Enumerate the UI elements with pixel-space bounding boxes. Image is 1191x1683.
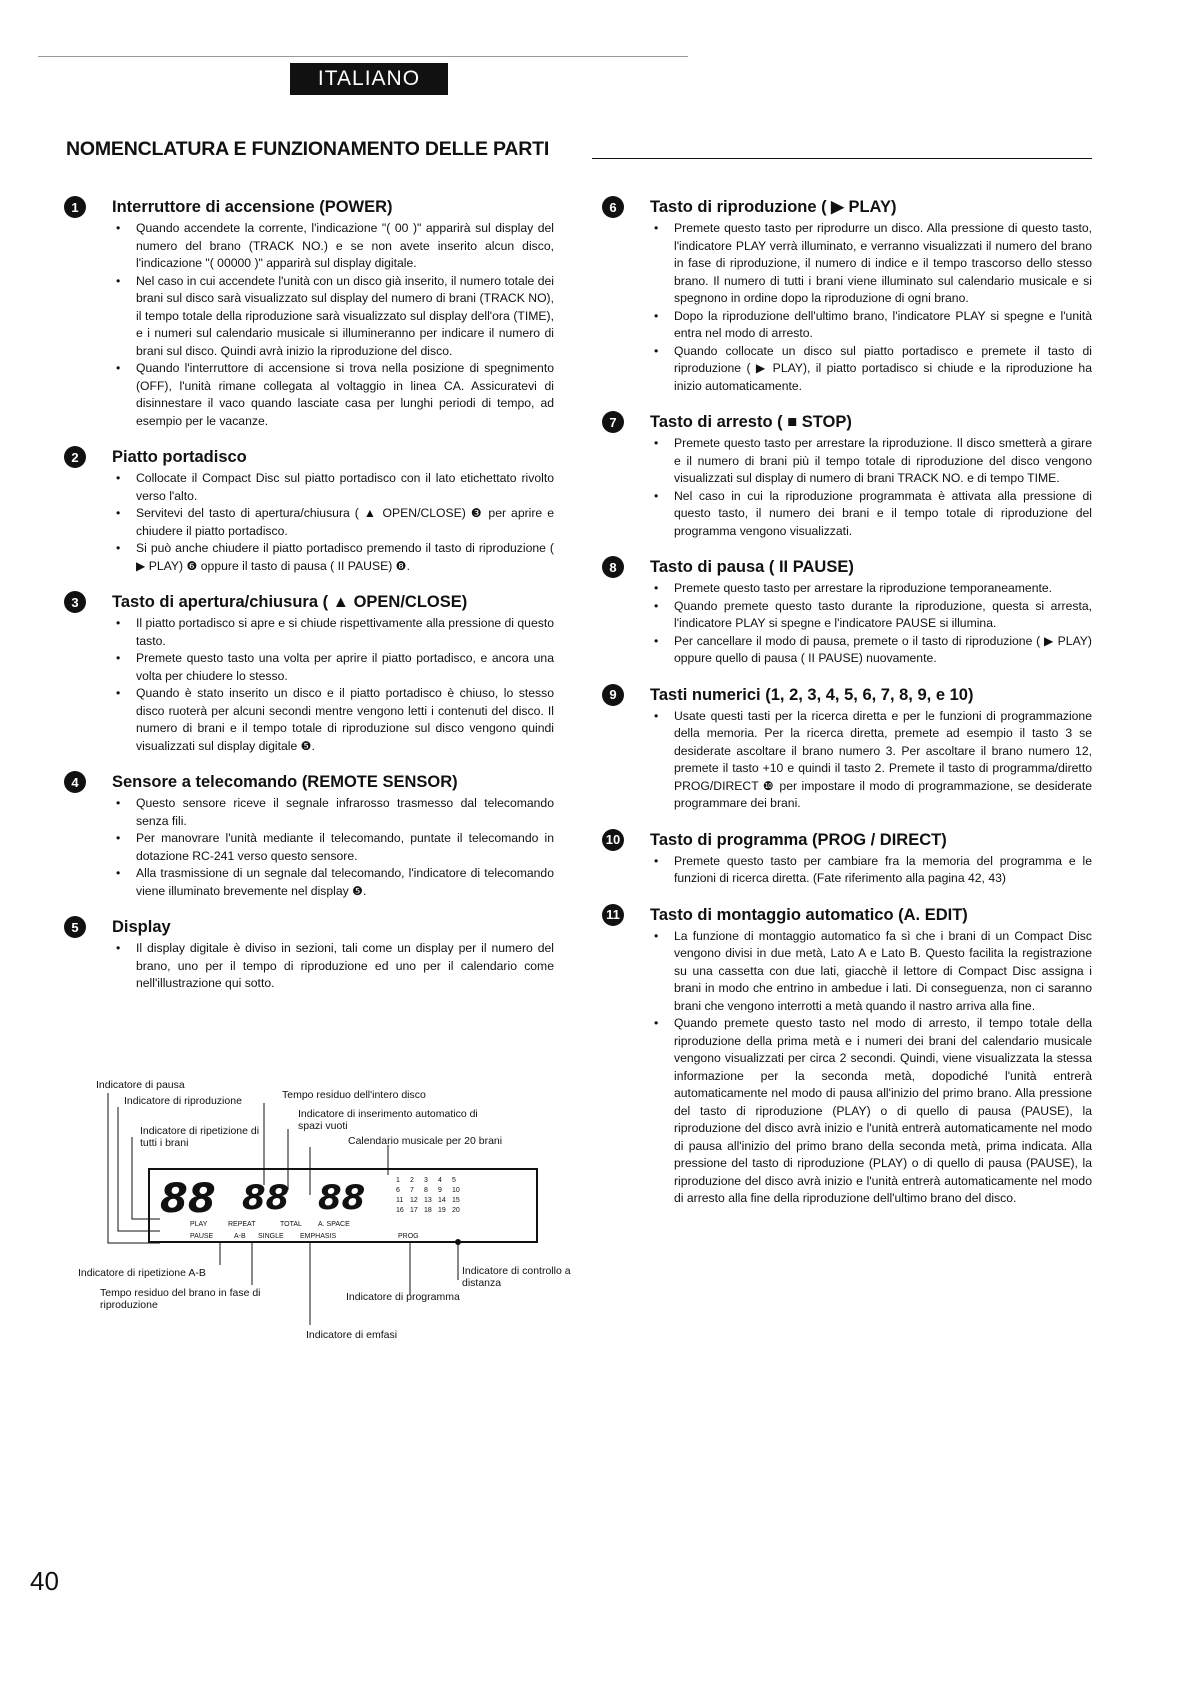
label-repeat-ab: Indicatore di ripetizione A-B [78,1267,206,1279]
section-list [112,470,554,575]
label-track-remaining: Tempo residuo del brano in fase di riproduzione [100,1287,261,1311]
lcd-label-emphasis: EMPHASIS [300,1233,337,1240]
lcd-min-digits: 88 [242,1178,290,1218]
label-remote-indicator: Indicatore di controllo a distanza [462,1265,571,1289]
calendar-number: 12 [410,1197,418,1204]
label-emphasis-indicator: Indicatore di emfasi [306,1329,398,1341]
left-column [64,196,554,1009]
section-list [112,615,554,755]
calendar-number: 4 [438,1177,442,1184]
language-tab: ITALIANO [290,63,448,95]
section-title: Display [112,918,171,936]
lcd-label-repeat: REPEAT [228,1221,256,1228]
lcd-track-digits: 88 [160,1176,216,1222]
section-6 [602,196,1092,395]
calendar-number: 5 [452,1177,456,1184]
section-list [112,795,554,900]
section-list [112,220,554,430]
calendar-number: 13 [424,1197,432,1204]
section-number-badge: 4 [64,771,86,793]
calendar-number: 20 [452,1207,460,1214]
section-title: Interruttore di accensione (POWER) [112,198,393,216]
list-item: • Alla trasmissione di un segnale dal telecomando, l'indicatore di telecomando viene illuminato brevemente nel display ❺. [136,865,554,900]
calendar-number: 9 [438,1187,442,1194]
section-title: Tasto di programma (PROG / DIRECT) [650,830,947,849]
list-item: • Premete questo tasto per arrestare la riproduzione temporaneamente. [674,580,1092,598]
label-music-calendar: Calendario musicale per 20 brani [348,1135,503,1147]
list-item: • Quando è stato inserito un disco e il piatto portadisco è chiuso, lo stesso disco ruoterà per alcuni secondi mentre vengono letti i contenuti del disco. Il numero di brani e il tempo totale di riproduzione sul disco vengono quindi visualizzati sul display digitale ❺. [136,685,554,755]
section-11 [602,904,1092,1208]
section-title: Tasto di montaggio automatico (A. EDIT) [650,905,968,924]
section-10 [602,829,1092,888]
list-item: • Quando accendete la corrente, l'indicazione "( 00 )" apparirà sul display del numero del brano (TRACK NO.) e se non avete inserito alcun disco, l'indicazione "( 00000 )" apparirà sul display digitale. [136,220,554,273]
calendar-number: 17 [410,1207,418,1214]
section-1 [64,196,554,430]
section-list [650,708,1092,813]
section-list [650,853,1092,888]
list-item: • Nel caso in cui la riproduzione programmata è attivata alla pressione di questo tasto, il numero dei brani e il tempo totale di riproduzione del programma vengono visualizzati. [674,488,1092,541]
section-5 [64,916,554,993]
calendar-number: 11 [396,1197,404,1204]
label-pause-indicator: Indicatore di pausa [96,1079,185,1091]
list-item: • La funzione di montaggio automatico fa sì che i brani di un Compact Disc vengono divisi in due metà, Lato A e Lato B. Questo facilita la registrazione su una cassetta con due lati, giacchè il lettore di Compact Disc assigna i brani in modo che entrino in ambedue i lati. Di conseguenza, non ci saranno brani che vengono interrotti a metà quando il nastro arriva alla fine. [674,928,1092,1016]
section-9 [602,684,1092,813]
section-title: Tasti numerici (1, 2, 3, 4, 5, 6, 7, 8, 9, e 10) [650,685,974,704]
lcd-label-prog: PROG [398,1233,419,1240]
section-4 [64,771,554,900]
list-item: • Si può anche chiudere il piatto portadisco premendo il tasto di riproduzione ( ▶ PLAY) ❻ oppure il tasto di pausa ( II PAUSE) ❽. [136,540,554,575]
calendar-number: 7 [410,1187,414,1194]
section-number-badge: 11 [602,904,624,926]
section-7 [602,411,1092,540]
list-item: • Quando collocate un disco sul piatto portadisco e premete il tasto di riproduzione ( ▶ PLAY), il piatto portadisco si chiude e la riproduzione ha inizio automaticamente. [674,343,1092,396]
section-number-badge: 8 [602,556,624,578]
page-number: 40 [30,1566,59,1596]
section-number-badge: 6 [602,196,624,218]
lcd-label-pause: PAUSE [190,1233,214,1240]
section-number-badge: 2 [64,446,86,468]
calendar-number: 14 [438,1197,446,1204]
calendar-number: 6 [396,1187,400,1194]
section-3 [64,591,554,755]
list-item: • Collocate il Compact Disc sul piatto portadisco con il lato etichettato rivolto verso l'alto. [136,470,554,505]
list-item: • Premete questo tasto per cambiare fra la memoria del programma e le funzioni di ricerca diretta. (Fate riferimento alla pagina 42, 43) [674,853,1092,888]
section-title: Sensore a telecomando (REMOTE SENSOR) [112,773,458,791]
section-list [112,940,554,993]
calendar-number: 19 [438,1207,446,1214]
list-item: • Premete questo tasto per arrestare la riproduzione. Il disco smetterà a girare e il numero di brani più il tempo totale di riproduzione del disco vengono visualizzati sul display di numero di brani TRACK NO. e di tempo TIME. [674,435,1092,488]
calendar-number: 8 [424,1187,428,1194]
calendar-number: 2 [410,1177,414,1184]
section-title: Tasto di apertura/chiusura ( ▲ OPEN/CLOSE) [112,593,468,611]
right-column [602,196,1092,1224]
section-8 [602,556,1092,668]
list-item: • Quando premete questo tasto durante la riproduzione, questa si arresta, l'indicatore PLAY si spegne e l'indicatore PAUSE si illumina. [674,598,1092,633]
section-number-badge: 1 [64,196,86,218]
list-item: • Quando l'interruttore di accensione si trova nella posizione di spegnimento (OFF), l'unità rimane collegata al voltaggio in linea CA. Assicuratevi di disinnestare il vaco quando lasciate casa per lunghi periodi di tempo, ad esempio per le vacanze. [136,360,554,430]
list-item: • Questo sensore riceve il segnale infrarosso trasmesso dal telecomando senza fili. [136,795,554,830]
section-list [650,435,1092,540]
calendar-number: 18 [424,1207,432,1214]
display-diagram [70,1075,570,1345]
section-title: Tasto di arresto ( ■ STOP) [650,413,852,431]
list-item: • Il piatto portadisco si apre e si chiude rispettivamente alla pressione di questo tasto. [136,615,554,650]
section-2 [64,446,554,575]
calendar-number: 15 [452,1197,460,1204]
label-repeat-all: Indicatore di ripetizione di tutti i brani [140,1125,260,1149]
label-play-indicator: Indicatore di riproduzione [124,1095,242,1107]
section-number-badge: 3 [64,591,86,613]
list-item: • Servitevi del tasto di apertura/chiusura ( ▲ OPEN/CLOSE) ❸ per aprire e chiudere il piatto portadisco. [136,505,554,540]
calendar-number: 16 [396,1207,404,1214]
list-item: • Premete questo tasto una volta per aprire il piatto portadisco, e ancora una volta per chiudere lo stesso. [136,650,554,685]
section-list [650,220,1092,395]
list-item: • Per cancellare il modo di pausa, premete o il tasto di riproduzione ( ▶ PLAY) oppure quello di pausa ( II PAUSE) nuovamente. [674,633,1092,668]
section-number-badge: 9 [602,684,624,706]
section-title: Piatto portadisco [112,448,247,466]
list-item: • Quando premete questo tasto nel modo di arresto, il tempo totale della riproduzione della prima metà e i numeri dei brani del calendario musicale vengono visualizzati per circa 2 secondi. Quindi, viene visualizzata la stessa informazione per la seconda metà, dopodiché l'unità entrerà automaticamente nel modo di pausa all'inizio del primo brano. Alla pressione del tasto di riproduzione (PLAY) o di quello di pausa (PAUSE), la riproduzione del disco avrà inizio e l'unità entrerà automaticamente nel modo di pausa all'inizio del primo brano della seconda metà, prima indicata. Alla pressione del tasto di riproduzione (PLAY) o di quello di pausa (PAUSE), la riproduzione del disco avrà inizio e l'unità entrerà automaticamente nel modo di arresto alla fine della riproduzione dell'ultimo brano del disco. [674,1015,1092,1208]
lcd-label-single: SINGLE [258,1233,284,1240]
label-auto-space: Indicatore di inserimento automatico di spazi vuoti [298,1108,478,1132]
list-item: • Usate questi tasti per la ricerca diretta e per le funzioni di programmazione della memoria. Per la ricerca diretta, premete ad esempio il tasto 3 se desiderate ascoltare il brano numero 3. Per ascoltare il brano numero 12, premete il tasto +10 e quindi il tasto 2. Premete il tasto di programma/diretto PROG/DIRECT ❿ per impostare il modo di programmazione, se desiderate programmare dei brani. [674,708,1092,813]
list-item: • Premete questo tasto per riprodurre un disco. Alla pressione di questo tasto, l'indicatore PLAY verrà illuminato, e verranno visualizzati il numero del brano in fase di riproduzione, il numero di indice e il tempo trascorso dello stesso brano. Il numero di tutti i brani viene illuminato sul calendario musicale e si spegnono in ordine dopo la riproduzione di ogni brano. [674,220,1092,308]
section-list [650,928,1092,1208]
lcd-label-aspace: A. SPACE [318,1221,350,1228]
section-title: Tasto di pausa ( II PAUSE) [650,558,854,576]
list-item: • Dopo la riproduzione dell'ultimo brano, l'indicatore PLAY si spegne e l'unità entra nel modo di arresto. [674,308,1092,343]
list-item: • Per manovrare l'unità mediante il telecomando, puntate il telecomando in dotazione RC-241 verso questo sensore. [136,830,554,865]
label-program-indicator: Indicatore di programma [346,1291,460,1303]
top-rule [38,56,688,57]
page-title: NOMENCLATURA E FUNZIONAMENTO DELLE PARTI [66,138,550,160]
calendar-number: 1 [396,1177,400,1184]
section-number-badge: 5 [64,916,86,938]
lcd-label-ab: A-B [234,1233,246,1240]
label-total-remaining: Tempo residuo dell'intero disco [282,1089,426,1101]
list-item: • Nel caso in cui accendete l'unità con un disco già inserito, il numero totale dei brani sul disco sarà visualizzato sul display del numero di brani (TRACK NO), il tempo totale della riproduzione sarà visualizzato sul display dell'ora (TIME), e i numeri sul calendario musicale si illumineranno per indicare il numero di brani sul disco. Quindi avrà inizio la riproduzione del disco. [136,273,554,361]
calendar-number: 10 [452,1187,460,1194]
section-title: Tasto di riproduzione ( ▶ PLAY) [650,198,897,216]
lcd-sec-digits: 88 [318,1178,366,1218]
title-rule [592,158,1092,159]
lcd-label-play: PLAY [190,1221,208,1228]
section-number-badge: 10 [602,829,624,851]
section-number-badge: 7 [602,411,624,433]
list-item: • Il display digitale è diviso in sezioni, tali come un display per il numero del brano, uno per il tempo di riproduzione ed uno per il calendario come nell'illustrazione qui sotto. [136,940,554,993]
calendar-number: 3 [424,1177,428,1184]
lcd-label-total: TOTAL [280,1221,302,1228]
section-list [650,580,1092,668]
